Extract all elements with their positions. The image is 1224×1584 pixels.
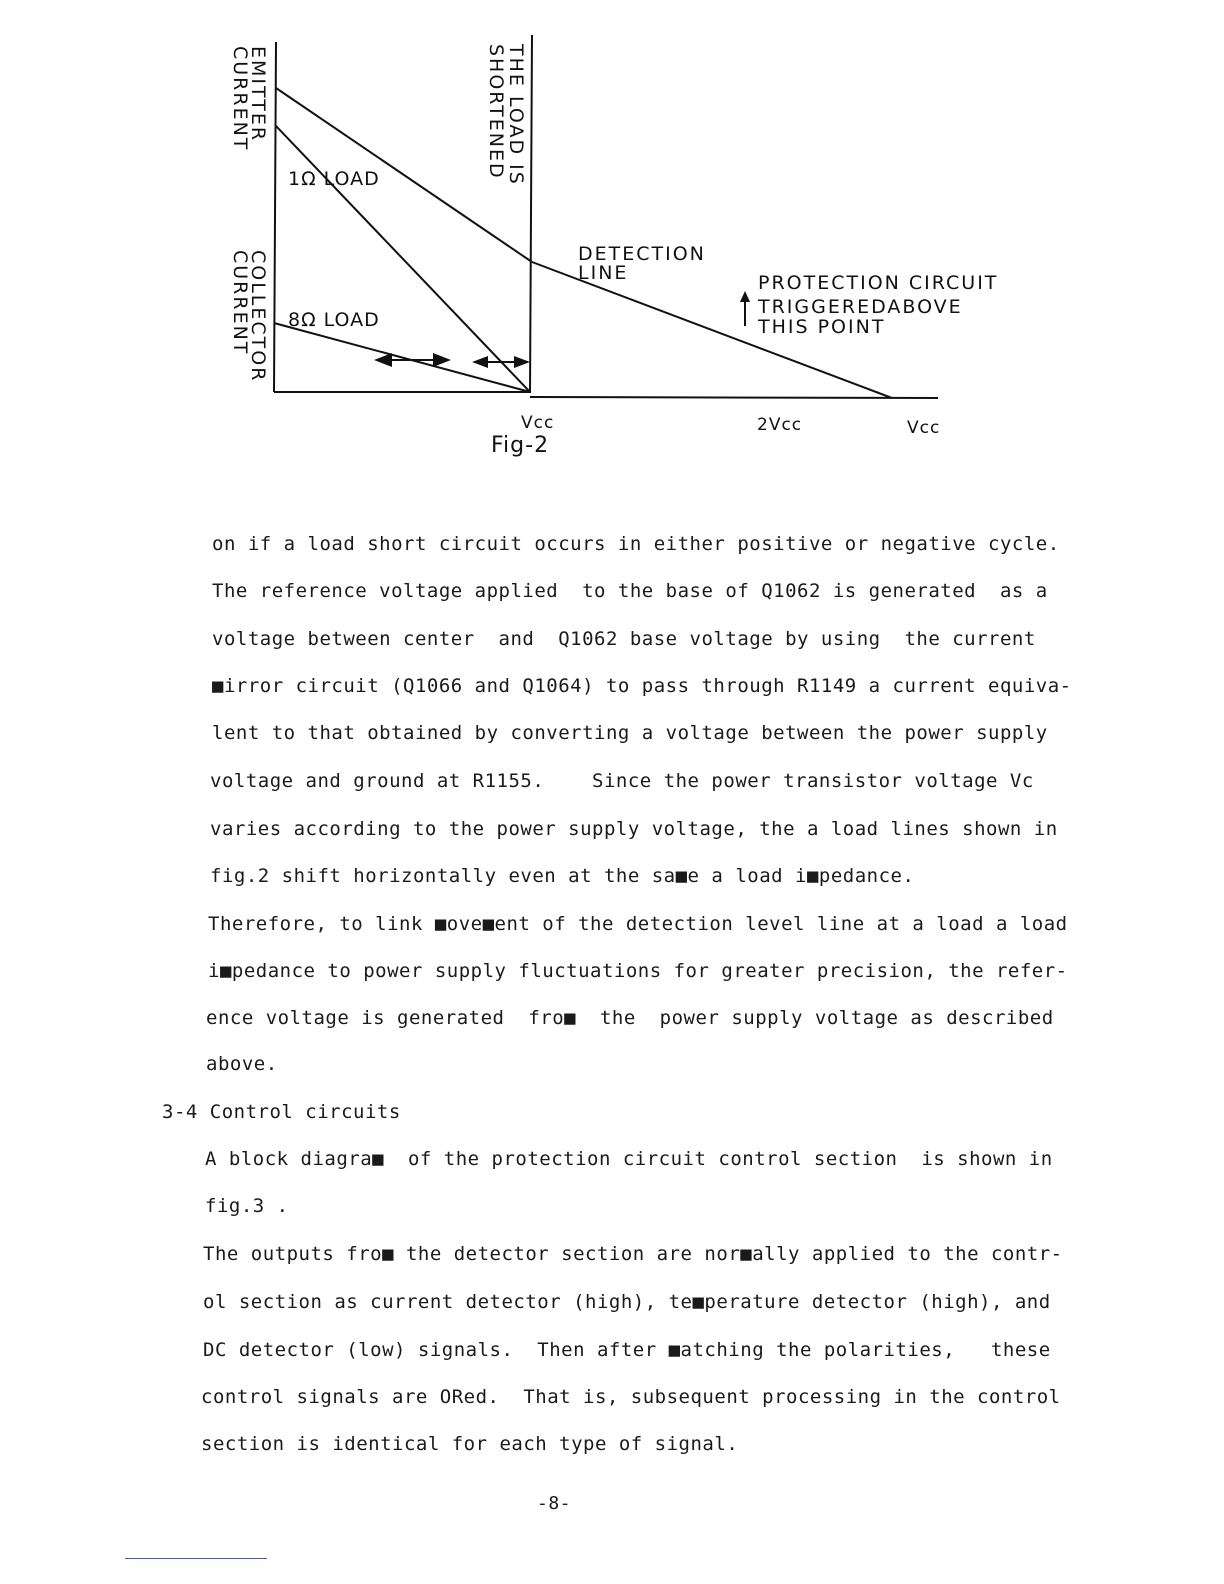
y-axis [274,42,276,392]
section-line: A block diagra■ of the protection circuit control section is shown in [205,1148,1053,1170]
arrowhead-left-1 [374,353,392,367]
paragraph-line: on if a load short circuit occurs in either positive or negative cycle. [212,533,1060,555]
paragraph-line: ence voltage is generated fro■ the power supply voltage as described [206,1007,1054,1029]
load-1ohm-label: 1Ω LOAD [288,168,380,190]
paragraph-line: varies according to the power supply voltage, the a load lines shown in [210,818,1058,840]
paragraph-line: The reference voltage applied to the base of Q1062 is generated as a [212,580,1048,602]
emitter-current-label: CURRENT [229,46,251,152]
paragraph-line: voltage between center and Q1062 base voltage by using the current [212,628,1036,650]
load-8ohm-line [274,323,530,392]
collector-label: COLLECTOR [247,250,269,383]
protection-arrow-icon [740,291,750,302]
protection-label-2: TRIGGEREDABOVE [758,296,963,318]
protection-label-3: THIS POINT [758,316,886,338]
load-8ohm-label: 8Ω LOAD [288,309,380,331]
shortened-label-2: SHORTENED [485,44,507,180]
protection-label-1: PROTECTION CIRCUIT [758,272,999,294]
arrowhead-left-2 [472,356,488,368]
paragraph-line: above. [206,1053,278,1075]
shortened-label: THE LOAD IS [505,44,527,186]
shortened-line [530,35,532,393]
footer-rule [125,1558,267,1559]
paragraph-line: ■irror circuit (Q1066 and Q1064) to pass through R1149 a current equiva- [212,675,1072,697]
x-axis-extension [530,397,938,398]
emitter-label: EMITTER [247,46,269,143]
section-line: ol section as current detector (high), te■perature detector (high), and [203,1291,1051,1313]
paragraph-line: i■pedance to power supply fluctuations for greater precision, the refer- [208,960,1068,982]
x-tick-vcc-end: Vcc [907,418,941,438]
section-line: DC detector (low) signals. Then after ■atching the polarities, these [203,1339,1051,1361]
fig2-diagram [0,0,1224,470]
x-tick-vcc: Vcc [521,413,555,433]
arrowhead-right-2 [514,356,530,368]
paragraph-line: Therefore, to link ■ove■ent of the detection level line at a load a load [208,913,1068,935]
section-line: section is identical for each type of signal. [201,1433,739,1455]
detection-line-label: LINE [578,262,629,284]
section-heading: 3-4 Control circuits [162,1101,401,1123]
page-number: -8- [537,1493,572,1514]
figure-caption: Fig-2 [491,433,550,458]
paragraph-line: voltage and ground at R1155. Since the power transistor voltage Vc [210,770,1034,792]
section-line: control signals are ORed. That is, subsequent processing in the control [201,1386,1061,1408]
x-tick-2vcc: 2Vcc [757,415,803,435]
arrowhead-right-1 [433,353,451,367]
section-line: The outputs fro■ the detector section are nor■ally applied to the contr- [203,1243,1063,1265]
paragraph-line: lent to that obtained by converting a voltage between the power supply [212,722,1048,744]
collector-current-label: CURRENT [229,250,251,356]
paragraph-line: fig.2 shift horizontally even at the sa■e a load i■pedance. [210,865,915,887]
section-line: fig.3 . [205,1195,289,1217]
detection-label: DETECTION [578,243,706,265]
